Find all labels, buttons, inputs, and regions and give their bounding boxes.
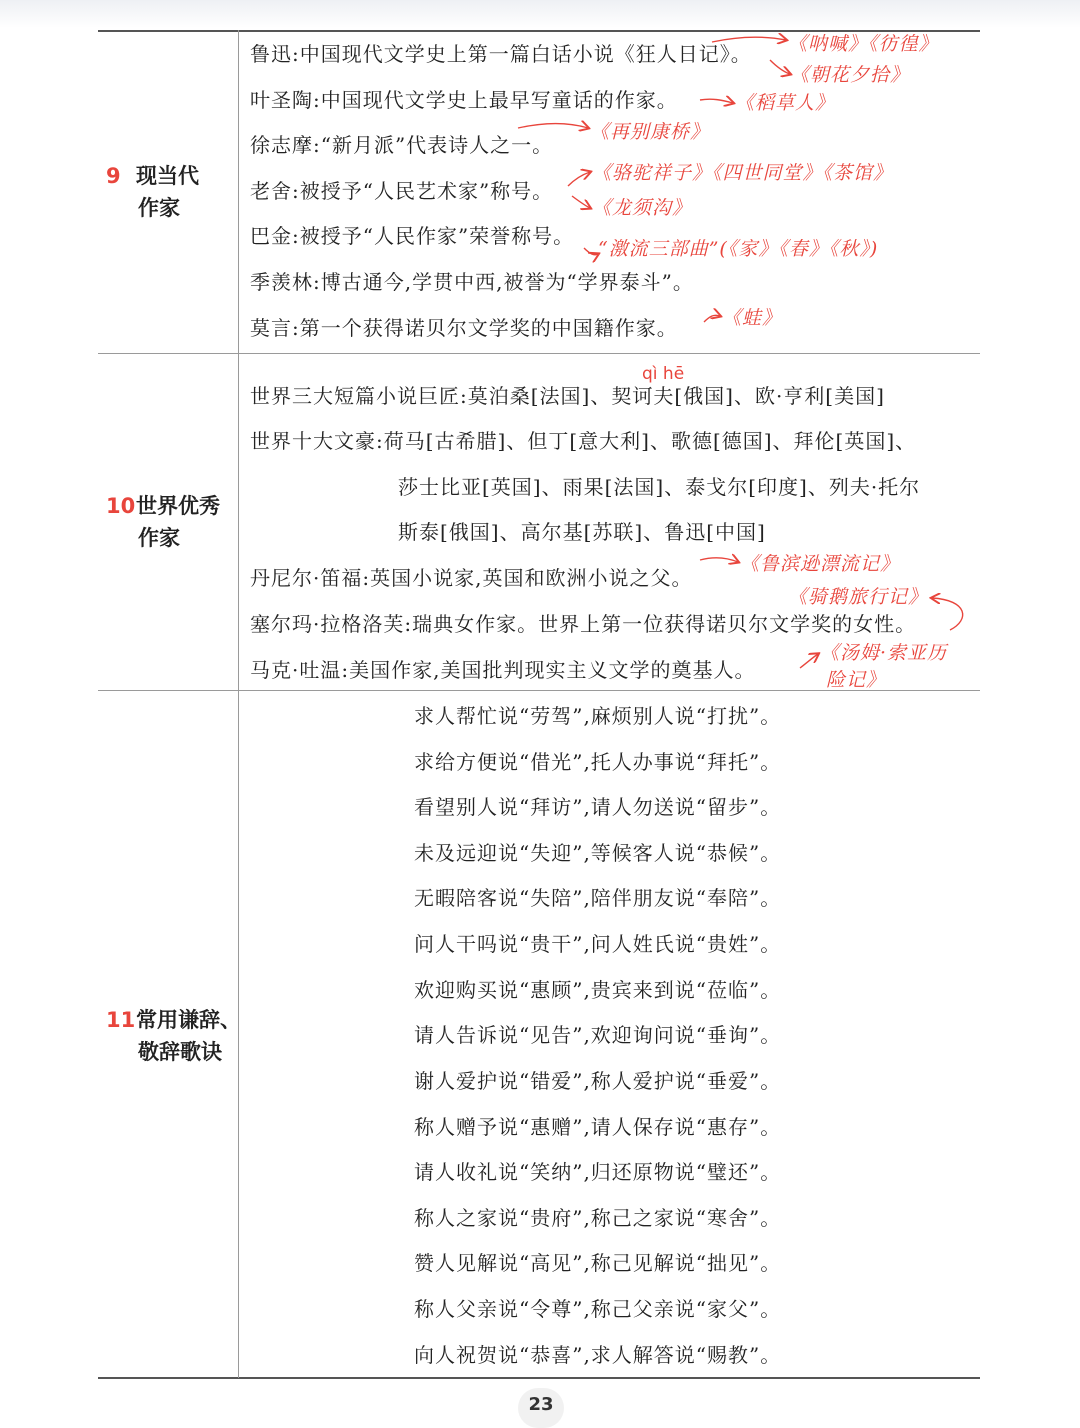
phrase-line: 欢迎购买说“惠顾”,贵宾来到说“莅临”。 (414, 978, 782, 1002)
arrow-laoshe-2 (572, 196, 590, 208)
page-number: 23 (518, 1388, 564, 1428)
note-nils: 《骑鹅旅行记》 (788, 586, 929, 608)
arrow-luxun (712, 37, 786, 42)
entry-luxun: 鲁迅:中国现代文学史上第一篇白话小说《狂人日记》。 (250, 42, 752, 66)
phrase-line: 称人赠予说“惠赠”,请人保存说“惠存”。 (414, 1115, 782, 1139)
entry-ten-greats-cont2: 斯泰[俄国]、高尔基[苏联]、鲁迅[中国] (398, 520, 766, 544)
phrase-line: 称人父亲说“令尊”,称己父亲说“家父”。 (414, 1297, 782, 1321)
phrase-line: 称人之家说“贵府”,称己之家说“寒舍”。 (414, 1206, 782, 1230)
phrase-line: 赞人见解说“高见”,称己见解说“拙见”。 (414, 1251, 782, 1275)
entry-yeshengtao: 叶圣陶:中国现代文学史上最早写童话的作家。 (250, 88, 678, 112)
entry-twain: 马克·吐温:美国作家,美国批判现实主义文学的奠基人。 (250, 658, 756, 682)
pinyin-qihe: qì hē (642, 364, 685, 384)
category-title-line1: 常用谦辞、 (136, 1008, 241, 1032)
phrase-line: 无暇陪客说“失陪”,陪伴朋友说“奉陪”。 (414, 886, 782, 910)
phrase-line: 谢人爱护说“错爱”,称人爱护说“垂爱”。 (414, 1069, 782, 1093)
arrow-moyan (704, 315, 720, 322)
note-daocaoren: 《稻草人》 (735, 92, 836, 114)
phrase-line: 问人干吗说“贵干”,问人姓氏说“贵姓”。 (414, 932, 782, 956)
entry-bajin: 巴金:被授予“人民作家”荣誉称号。 (250, 224, 575, 248)
note-nahan-panghuang: 《呐喊》《彷徨》 (788, 33, 939, 55)
arrow-bajin (584, 248, 598, 255)
category-title-line2: 作家 (138, 196, 180, 220)
arrow-laoshe (568, 172, 590, 186)
entry-ten-greats-cont1: 莎士比亚[英国]、雨果[法国]、泰戈尔[印度]、列夫·托尔 (398, 475, 921, 499)
phrase-line: 求人帮忙说“劳驾”,麻烦别人说“打扰”。 (414, 704, 782, 728)
entry-three-masters: 世界三大短篇小说巨匠:莫泊桑[法国]、契诃夫[俄国]、欧·亨利[美国] (250, 384, 885, 408)
entry-lagerlof: 塞尔玛·拉格洛芙:瑞典女作家。世界上第一位获得诺贝尔文学奖的女性。 (250, 612, 917, 636)
phrase-line: 求给方便说“借光”,托人办事说“拜托”。 (414, 750, 782, 774)
category-title-line1: 现当代 (136, 164, 199, 188)
arrow-xuzhimo (518, 124, 588, 129)
arrow-twain (800, 654, 818, 668)
arrow-luxun-2 (770, 60, 790, 74)
category-title-line1: 世界优秀 (136, 494, 220, 518)
entry-laoshe: 老舍:被授予“人民艺术家”称号。 (250, 179, 554, 203)
entry-jixianlin: 季羡林:博古通今,学贯中西,被誉为“学界泰斗”。 (250, 270, 694, 294)
category-title-line2: 敬辞歌诀 (138, 1040, 222, 1064)
entry-ten-greats: 世界十大文豪:荷马[古希腊]、但丁[意大利]、歌德[德国]、拜伦[英国]、 (250, 429, 917, 453)
note-longxugou: 《龙须沟》 (592, 197, 693, 219)
category-number: 10 (106, 494, 136, 518)
arrow-lagerlof (932, 598, 963, 630)
entry-moyan: 莫言:第一个获得诺贝尔文学奖的中国籍作家。 (250, 316, 678, 340)
note-tomsawyer-1: 《汤姆·索亚历 (820, 642, 948, 664)
category-title-line2: 作家 (138, 526, 180, 550)
arrow-defoe (700, 558, 738, 562)
phrase-line: 请人收礼说“笑纳”,归还原物说“璧还”。 (414, 1160, 782, 1184)
note-zhaohuaxishi: 《朝花夕拾》 (790, 64, 911, 86)
entry-defoe: 丹尼尔·笛福:英国小说家,英国和欧洲小说之父。 (250, 566, 693, 590)
phrase-line: 请人告诉说“见告”,欢迎询问说“垂询”。 (414, 1023, 782, 1047)
category-number: 11 (106, 1008, 136, 1032)
note-jiliu-trilogy: “激流三部曲”(《家》《春》《秋》) (598, 238, 879, 260)
arrow-yeshengtao (700, 99, 733, 103)
phrase-line: 看望别人说“拜访”,请人勿送说“留步”。 (414, 795, 782, 819)
note-zaibiekangqiao: 《再别康桥》 (590, 121, 711, 143)
category-number: 9 (106, 164, 121, 188)
phrase-line: 未及远迎说“失迎”,等候客人说“恭候”。 (414, 841, 782, 865)
note-laoshe-works: 《骆驼祥子》《四世同堂》《茶馆》 (592, 162, 894, 184)
note-robinson: 《鲁滨逊漂流记》 (740, 553, 901, 575)
note-tomsawyer-2: 险记》 (826, 669, 887, 691)
phrase-line: 向人祝贺说“恭喜”,求人解答说“赐教”。 (414, 1343, 782, 1367)
entry-xuzhimo: 徐志摩:“新月派”代表诗人之一。 (250, 133, 554, 157)
note-wa: 《蛙》 (722, 307, 783, 329)
